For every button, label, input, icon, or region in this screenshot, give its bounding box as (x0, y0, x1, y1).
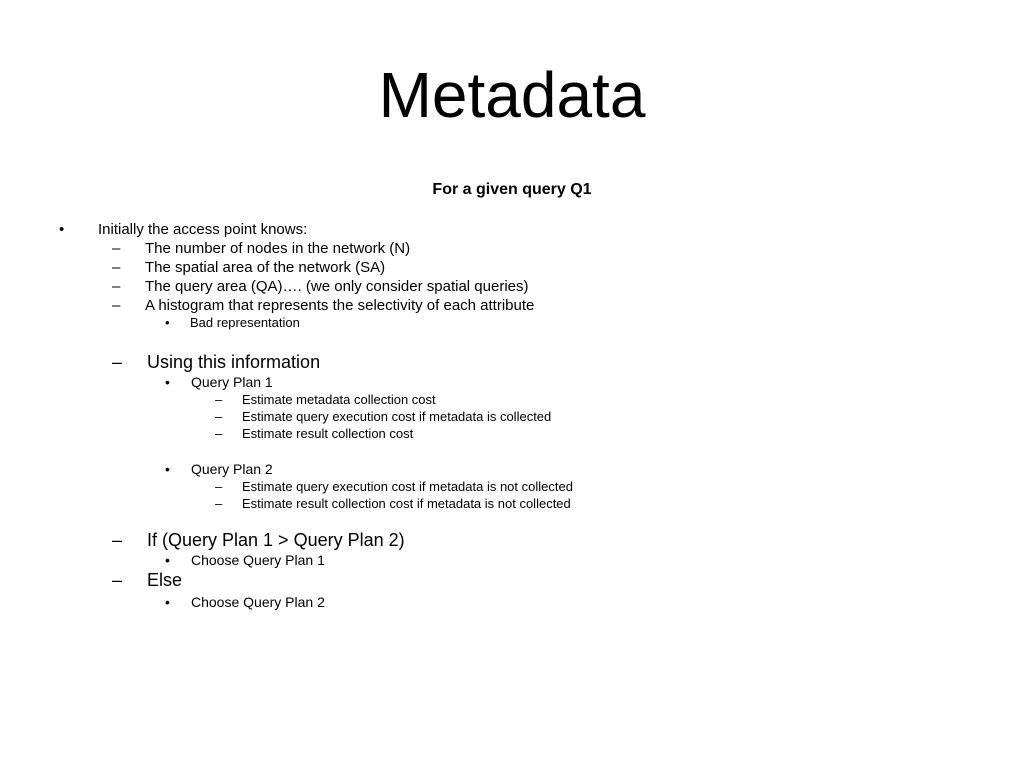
list-item (0, 277, 1024, 296)
bullet-text: Estimate query execution cost if metadata is collected (242, 409, 552, 424)
bullet-marker: • (165, 594, 170, 610)
bullet-text: Estimate query execution cost if metadata is not collected (242, 479, 573, 494)
dash-marker: – (215, 392, 223, 407)
dash-marker: – (215, 479, 223, 494)
bullet-list (0, 220, 1024, 611)
bullet-text: Else (147, 570, 183, 590)
bullet-text: Bad representation (190, 315, 300, 330)
dash-marker: – (112, 352, 123, 372)
dash-marker: – (215, 426, 223, 441)
list-item (0, 529, 1024, 551)
slide-subtitle: For a given query Q1 (432, 181, 592, 198)
list-item (0, 373, 1024, 391)
dash-marker: – (112, 278, 121, 295)
list-item (0, 551, 1024, 569)
list-item (0, 478, 1024, 495)
bullet-text: The number of nodes in the network (N) (145, 240, 411, 257)
list-item (0, 351, 1024, 373)
list-item (0, 296, 1024, 315)
bullet-text: Estimate metadata collection cost (242, 392, 436, 407)
bullet-text: The query area (QA)…. (we only consider spatial queries) (145, 278, 529, 295)
bullet-text: The spatial area of the network (SA) (145, 259, 386, 276)
list-item (0, 239, 1024, 258)
list-item (0, 569, 1024, 591)
dash-marker: – (112, 297, 121, 314)
slide-title: Metadata (378, 59, 646, 131)
list-item (0, 593, 1024, 611)
bullet-marker: • (59, 221, 65, 238)
bullet-marker: • (165, 374, 170, 390)
dash-marker: – (215, 409, 223, 424)
list-item (0, 315, 1024, 330)
dash-marker: – (112, 570, 123, 590)
list-item (0, 258, 1024, 277)
list-item (0, 391, 1024, 408)
bullet-text: If (Query Plan 1 > Query Plan 2) (147, 530, 405, 550)
list-item (0, 220, 1024, 239)
bullet-text: A histogram that represents the selectivity of each attribute (145, 297, 535, 314)
list-item (0, 495, 1024, 512)
dash-marker: – (112, 259, 121, 276)
bullet-text: Estimate result collection cost (242, 426, 414, 441)
bullet-text: Choose Query Plan 2 (191, 594, 325, 610)
bullet-text: Query Plan 2 (191, 461, 273, 477)
bullet-text: Choose Query Plan 1 (191, 552, 325, 568)
bullet-text: Query Plan 1 (191, 374, 273, 390)
dash-marker: – (112, 240, 121, 257)
bullet-text: Estimate result collection cost if metadata is not collected (242, 496, 571, 511)
bullet-text: Using this information (147, 352, 321, 372)
list-item (0, 460, 1024, 478)
bullet-text: Initially the access point knows: (98, 221, 308, 238)
list-item (0, 408, 1024, 425)
bullet-marker: • (165, 552, 170, 568)
bullet-marker: • (165, 461, 170, 477)
list-item (0, 425, 1024, 442)
dash-marker: – (215, 496, 223, 511)
bullet-marker: • (165, 315, 170, 330)
dash-marker: – (112, 530, 123, 550)
